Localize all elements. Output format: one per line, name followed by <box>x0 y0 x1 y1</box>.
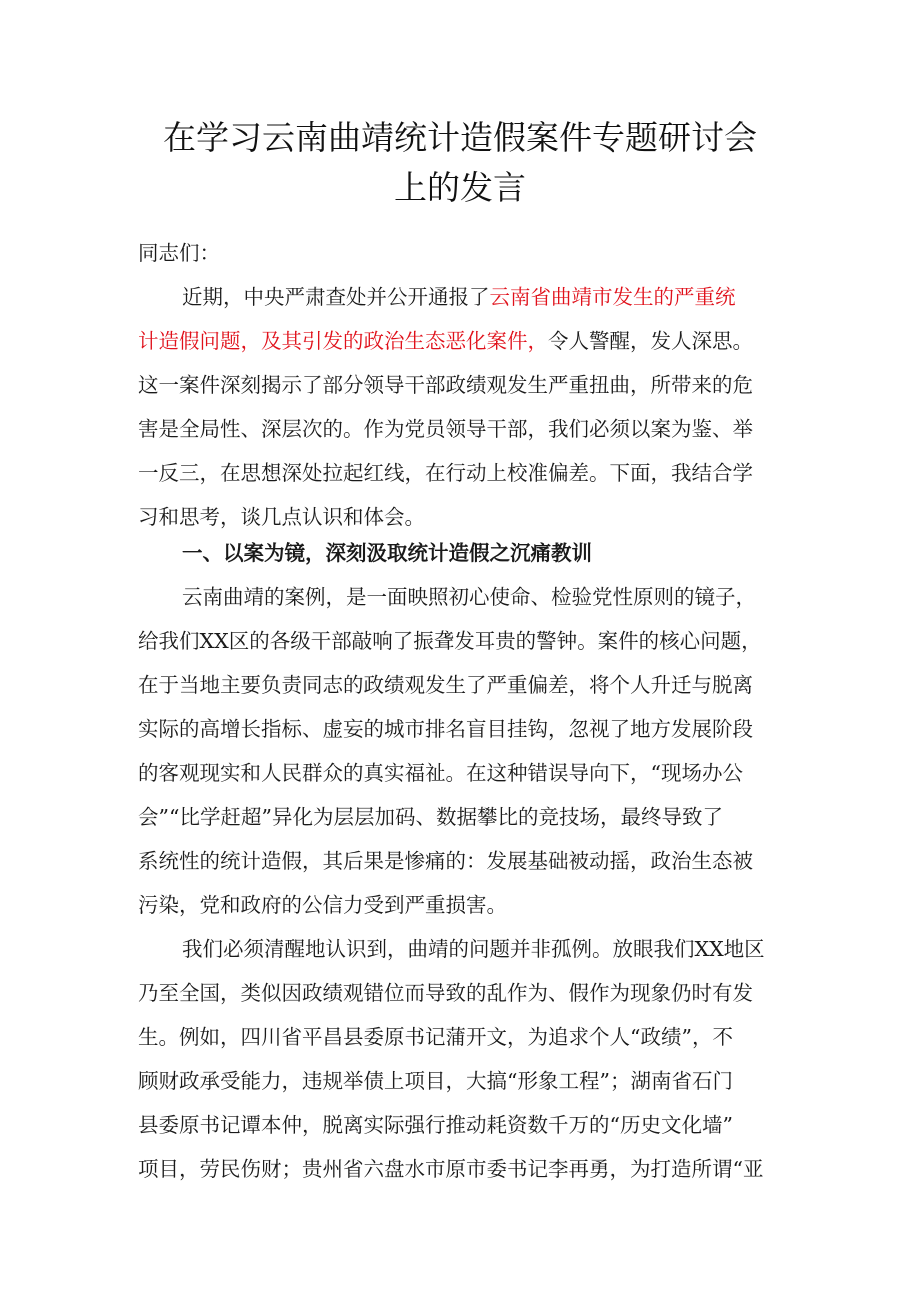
paragraph-2-line-5: 的客观现实和人民群众的真实福祉。在这种错误导向下，“现场办公 <box>138 761 743 785</box>
paragraph-3-line-6: 项目，劳民伤财；贵州省六盘水市原市委书记李再勇，为打造所谓“亚 <box>138 1157 764 1181</box>
highlighted-text: 云南省曲靖市发生的严重统 <box>489 285 736 309</box>
paragraph-text: 令人警醒，发人深思。 <box>548 329 753 353</box>
paragraph-1-line-5: 一反三，在思想深处拉起红线，在行动上校准偏差。下面，我结合学 <box>138 461 753 485</box>
document-title-line-2: 上的发言 <box>394 168 526 207</box>
paragraph-1-line-4: 害是全局性、深层次的。作为党员领导干部，我们必须以案为鉴、举 <box>138 417 753 441</box>
salutation: 同志们： <box>138 241 220 265</box>
paragraph-text: 近期，中央严肃查处并公开通报了 <box>182 285 490 309</box>
document-title-line-1: 在学习云南曲靖统计造假案件专题研讨会 <box>163 118 757 157</box>
paragraph-3-line-3: 生。例如，四川省平昌县委原书记蒲开文，为追求个人“政绩”，不 <box>138 1025 733 1049</box>
paragraph-2-line-8: 污染，党和政府的公信力受到严重损害。 <box>138 893 507 917</box>
paragraph-2-line-2: 给我们XX区的各级干部敲响了振聋发耳贵的警钟。案件的核心问题， <box>138 629 762 653</box>
paragraph-3-line-4: 顾财政承受能力，违规举债上项目，大搞“形象工程”；湖南省石门 <box>138 1069 733 1093</box>
paragraph-3-line-5: 县委原书记谭本仲，脱离实际强行推动耗资数千万的“历史文化墙” <box>138 1113 733 1137</box>
paragraph-1-line-3: 这一案件深刻揭示了部分领导干部政绩观发生严重扭曲，所带来的危 <box>138 373 753 397</box>
paragraph-3-line-2: 乃至全国，类似因政绩观错位而导致的乱作为、假作为现象仍时有发 <box>138 981 753 1005</box>
paragraph-2-line-6: 会”“比学赶超”异化为层层加码、数据攀比的竞技场，最终导致了 <box>138 805 723 829</box>
paragraph-2-line-7: 系统性的统计造假，其后果是惨痛的：发展基础被动摇，政治生态被 <box>138 849 753 873</box>
highlighted-text: 计造假问题，及其引发的政治生态恶化案件， <box>138 329 548 353</box>
paragraph-3-line-1: 我们必须清醒地认识到，曲靖的问题并非孤例。放眼我们XX地区 <box>182 937 765 961</box>
paragraph-1-line-6: 习和思考，谈几点认识和体会。 <box>138 505 425 529</box>
paragraph-2-line-4: 实际的高增长指标、虚妄的城市排名盲目挂钩，忽视了地方发展阶段 <box>138 717 753 741</box>
paragraph-2-line-1: 云南曲靖的案例，是一面映照初心使命、检验党性原则的镜子， <box>182 585 756 609</box>
paragraph-1-line-1 <box>182 282 736 312</box>
section-heading-1: 一、以案为镜，深刻汲取统计造假之沉痛教训 <box>182 541 592 565</box>
paragraph-2-line-3: 在于当地主要负责同志的政绩观发生了严重偏差，将个人升迁与脱离 <box>138 673 753 697</box>
paragraph-1-line-2 <box>138 326 753 356</box>
